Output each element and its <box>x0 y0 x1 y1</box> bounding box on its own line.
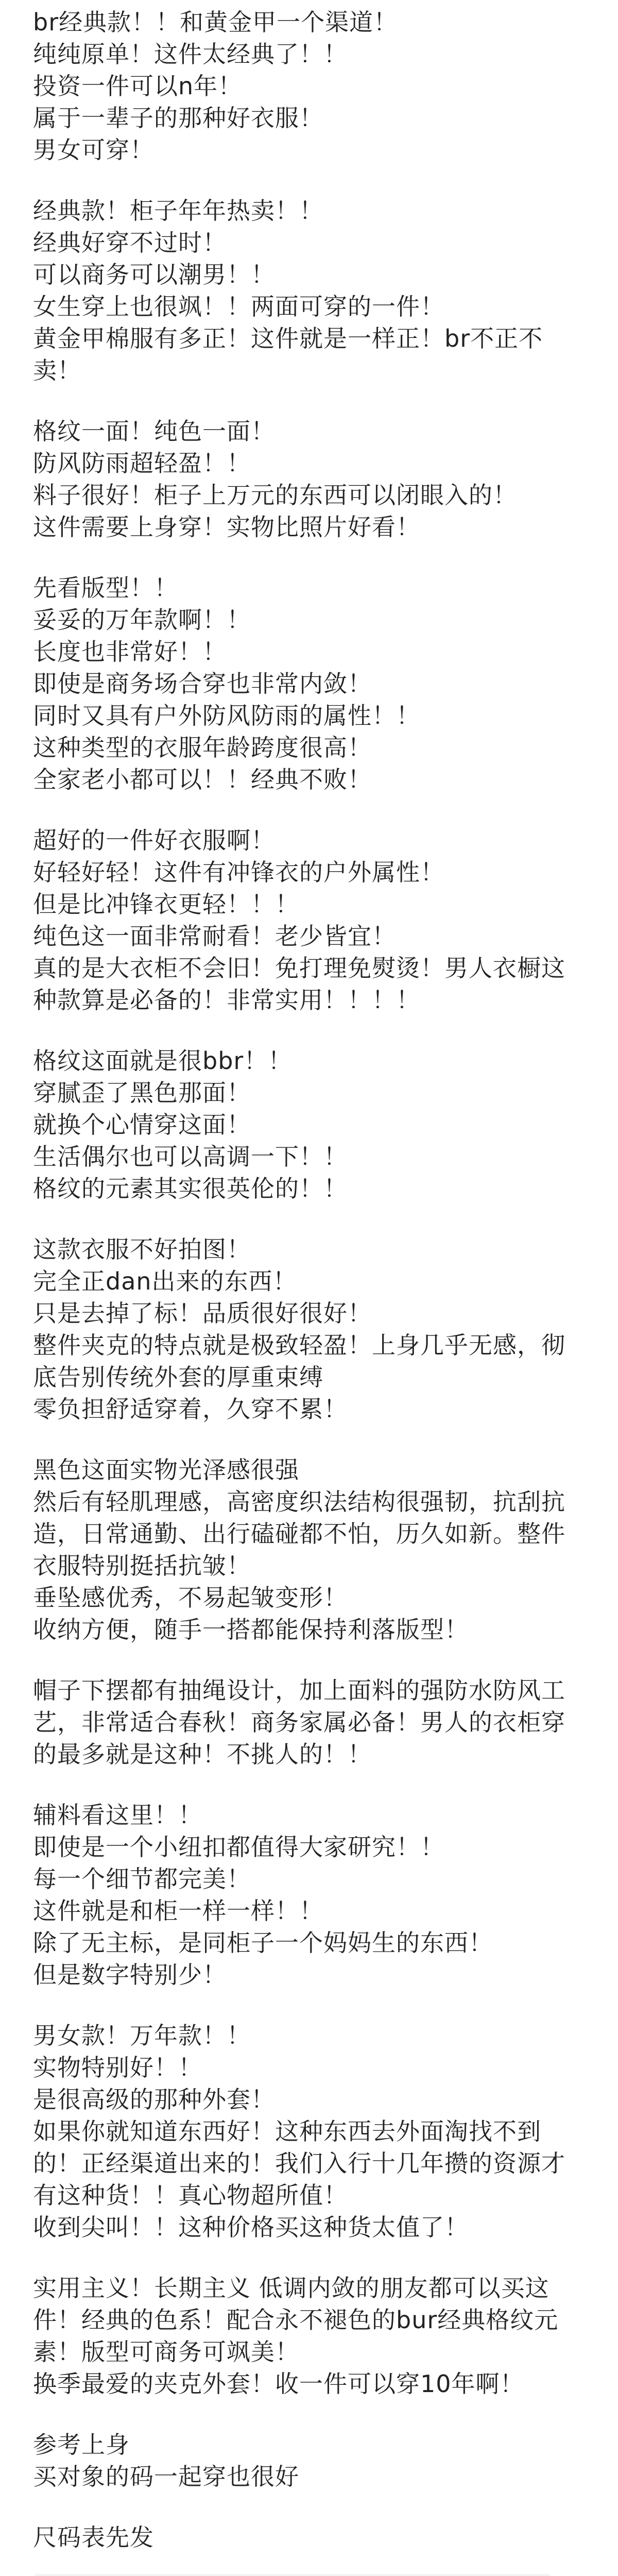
text-line: 换季最爱的夹克外套！收一件可以穿10年啊！ <box>33 2370 524 2398</box>
text-line: 这款衣服不好拍图！ <box>33 1235 251 1263</box>
text-line: 全家老小都可以！！经典不败！ <box>33 766 372 793</box>
text-line: br经典款！！和黄金甲一个渠道！ <box>33 8 398 36</box>
text-line: 买对象的码一起穿也很好 <box>33 2463 299 2490</box>
paragraph <box>33 166 585 386</box>
text-line: 好轻好轻！这件有冲锋衣的户外属性！ <box>33 858 444 886</box>
text-line: 如果你就知道东西好！这种东西去外面淘找不到的！正经渠道出来的！我们入行十几年攒的资源才有这种货！！真心物超所值！ <box>33 2117 565 2209</box>
post-body <box>33 0 585 2553</box>
text-line: 这件需要上身穿！实物比照片好看！ <box>33 513 420 541</box>
paragraph <box>33 1770 585 1991</box>
text-line: 格纹的元素其实很英伦的！！ <box>33 1175 348 1202</box>
text-line: 这件就是和柜一样一样！！ <box>33 1897 323 1925</box>
text-line: 整件夹克的特点就是极致轻盈！上身几乎无感，彻底告别传统外套的厚重束缚 <box>33 1331 565 1391</box>
text-line: 男女款！万年款！！ <box>33 2022 251 2049</box>
text-line: 投资一件可以n年！ <box>33 72 243 100</box>
text-line: 黄金甲棉服有多正！这件就是一样正！br不正不卖！ <box>33 325 543 384</box>
text-line: 只是去掉了标！品质很好很好！ <box>33 1299 372 1327</box>
paragraph <box>33 1991 585 2243</box>
text-line: 除了无主标，是同柜子一个妈妈生的东西！ <box>33 1929 493 1957</box>
text-line: 先看版型！！ <box>33 574 178 602</box>
text-line: 收到尖叫！！这种价格买这种货太值了！ <box>33 2213 469 2241</box>
text-line: 是很高级的那种外套！ <box>33 2086 275 2113</box>
paragraph <box>33 2400 585 2493</box>
text-line: 实用主义！长期主义 低调内敛的朋友都可以买这件！经典的色系！配合永不褪色的bur经典格纹元素！版型可商务可飒美！ <box>33 2274 559 2366</box>
text-line: 但是比冲锋衣更轻！！！ <box>33 890 299 918</box>
text-line: 经典好穿不过时！ <box>33 229 227 257</box>
text-line: 穿腻歪了黑色那面！ <box>33 1079 251 1107</box>
text-line: 经典款！柜子年年热卖！！ <box>33 197 323 225</box>
text-line: 黑色这面实物光泽感很强 <box>33 1456 299 1484</box>
text-line: 收纳方便，随手一搭都能保持利落版型！ <box>33 1616 469 1643</box>
text-line: 属于一辈子的那种好衣服！ <box>33 104 323 132</box>
paragraph <box>33 1205 585 1425</box>
text-line: 实物特别好！！ <box>33 2054 202 2081</box>
text-line: 防风防雨超轻盈！！ <box>33 449 251 477</box>
text-line: 同时又具有户外防风防雨的属性！！ <box>33 702 420 730</box>
text-line: 妥妥的万年款啊！！ <box>33 606 251 634</box>
text-line: 辅料看这里！！ <box>33 1801 202 1829</box>
text-line: 料子很好！柜子上万元的东西可以闭眼入的！ <box>33 481 517 509</box>
text-line: 可以商务可以潮男！！ <box>33 261 275 289</box>
paragraph <box>33 2243 585 2400</box>
text-line: 即使是商务场合穿也非常内敛！ <box>33 670 372 698</box>
paragraph <box>33 1646 585 1770</box>
text-line: 每一个细节都完美！ <box>33 1865 251 1893</box>
paragraph <box>33 1425 585 1646</box>
text-line: 即使是一个小纽扣都值得大家研究！！ <box>33 1833 444 1861</box>
text-line: 超好的一件好衣服啊！ <box>33 826 275 854</box>
paragraph <box>33 795 585 1016</box>
text-line: 真的是大衣柜不会旧！免打理免熨烫！男人衣橱这种款算是必备的！非常实用！！！！ <box>33 954 565 1014</box>
paragraph <box>33 0 585 166</box>
text-line: 参考上身 <box>33 2431 130 2459</box>
text-line: 就换个心情穿这面！ <box>33 1111 251 1139</box>
text-line: 但是数字特别少！ <box>33 1961 227 1989</box>
paragraph <box>33 386 585 543</box>
paragraph <box>33 543 585 795</box>
text-line: 女生穿上也很飒！！两面可穿的一件！ <box>33 293 444 320</box>
text-line: 零负担舒适穿着，久穿不累！ <box>33 1395 348 1423</box>
text-line: 帽子下摆都有抽绳设计，加上面料的强防水防风工艺，非常适合春秋！商务家属必备！男人的衣柜穿的最多就是这种！不挑人的！！ <box>33 1676 565 1768</box>
text-line: 然后有轻肌理感，高密度织法结构很强韧，抗刮抗造，日常通勤、出行磕碰都不怕，历久如新。整件衣服特别挺括抗皱！ <box>33 1488 565 1580</box>
text-line: 男女可穿！ <box>33 136 154 164</box>
text-line: 格纹一面！纯色一面！ <box>33 417 275 445</box>
text-line: 生活偶尔也可以高调一下！！ <box>33 1143 348 1171</box>
text-line: 格纹这面就是很bbr！！ <box>33 1047 293 1075</box>
text-line: 纯色这一面非常耐看！老少皆宜！ <box>33 922 396 950</box>
paragraph <box>33 1016 585 1205</box>
text-line: 纯纯原单！这件太经典了！！ <box>33 40 348 68</box>
text-line: 尺码表先发 <box>33 2523 154 2551</box>
paragraph <box>33 2493 585 2553</box>
text-line: 这种类型的衣服年龄跨度很高！ <box>33 734 372 761</box>
text-line: 长度也非常好！！ <box>33 638 227 666</box>
text-line: 垂坠感优秀，不易起皱变形！ <box>33 1584 348 1612</box>
size-table <box>33 2574 552 2576</box>
text-line: 完全正dan出来的东西！ <box>33 1267 297 1295</box>
